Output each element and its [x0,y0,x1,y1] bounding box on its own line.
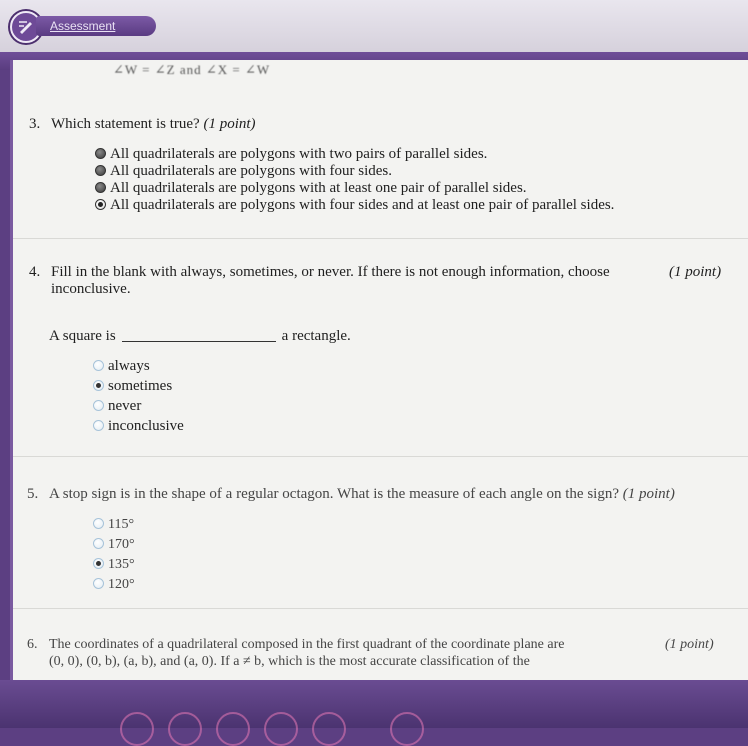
radio-button[interactable] [93,518,104,529]
q4-option-always[interactable] [93,358,150,375]
radio-button-selected[interactable] [95,199,106,210]
question-number: 4. [29,264,41,280]
question-points: (1 point) [203,116,256,132]
taskbar-circle-icon[interactable] [264,712,298,746]
question-number: 3. [29,116,41,132]
option-label: sometimes [108,378,173,394]
option-label: never [108,398,142,414]
radio-button[interactable] [93,400,104,411]
q3-option-3[interactable] [95,180,527,197]
taskbar-circle-icon[interactable] [390,712,424,746]
question-4 [29,264,610,281]
radio-button[interactable] [95,182,106,193]
assessment-panel [10,60,748,680]
question-5 [27,486,675,503]
q5-option-170[interactable] [93,536,135,553]
q5-option-120[interactable] [93,576,135,593]
question-points: (1 point) [622,486,675,502]
prompt-before: A square is [49,328,116,344]
prompt-after: a rectangle. [281,328,351,344]
top-bar [0,0,748,52]
question-points: (1 point) [669,264,722,280]
question-number: 5. [27,486,39,502]
blank-line [122,341,276,342]
option-label: All quadrilaterals are polygons with at least one pair of parallel sides. [110,180,527,196]
radio-button[interactable] [93,420,104,431]
question-6 [27,636,564,653]
q5-option-115[interactable] [93,516,134,533]
q5-option-135[interactable] [93,556,135,573]
q4-option-never[interactable] [93,398,141,415]
question-points: (1 point) [665,637,714,652]
radio-button[interactable] [93,538,104,549]
radio-button[interactable] [95,148,106,159]
question-number: 6. [27,637,38,652]
taskbar-icons [120,706,440,736]
option-label: inconclusive [108,418,184,434]
question-3 [29,116,256,133]
q3-option-1[interactable] [95,146,487,163]
q3-option-2[interactable] [95,163,392,180]
question-text: Which statement is true? [51,116,200,132]
question-text-line1: Fill in the blank with always, sometimes, or never. If there is not enough information, choose [51,264,610,280]
cut-off-previous-answer: ∠W = ∠Z and ∠X = ∠W [113,62,271,77]
divider [13,608,748,609]
question-text-line2: inconclusive. [51,281,131,297]
radio-button-selected[interactable] [93,558,104,569]
radio-button[interactable] [93,360,104,371]
radio-button[interactable] [95,165,106,176]
option-label: All quadrilaterals are polygons with four sides. [110,163,393,179]
option-label: All quadrilaterals are polygons with two pairs of parallel sides. [110,146,488,162]
radio-button[interactable] [93,578,104,589]
divider [13,456,748,457]
option-label: 170° [108,537,135,552]
option-label: All quadrilaterals are polygons with four sides and at least one pair of parallel sides. [110,197,615,213]
q3-option-4[interactable] [95,197,614,214]
taskbar-circle-icon[interactable] [216,712,250,746]
question-text-line1: The coordinates of a quadrilateral composed in the first quadrant of the coordinate plane are [49,637,565,652]
option-label: always [108,358,150,374]
question-text-line2: (0, 0), (0, b), (a, b), and (a, 0). If a ≠ b, which is the most accurate classification of the [49,654,530,669]
question-text: A stop sign is in the shape of a regular octagon. What is the measure of each angle on the sign? [49,486,619,502]
divider [13,238,748,239]
taskbar-circle-icon[interactable] [120,712,154,746]
taskbar-circle-icon[interactable] [168,712,202,746]
radio-button-selected[interactable] [93,380,104,391]
taskbar-circle-icon[interactable] [312,712,346,746]
fill-in-blank-prompt [49,328,351,345]
option-label: 135° [108,557,135,572]
q4-option-sometimes[interactable] [93,378,172,395]
option-label: 115° [108,517,135,532]
option-label: 120° [108,577,135,592]
tab-assessment[interactable]: Assessment [36,16,156,36]
q4-option-inconclusive[interactable] [93,418,184,435]
